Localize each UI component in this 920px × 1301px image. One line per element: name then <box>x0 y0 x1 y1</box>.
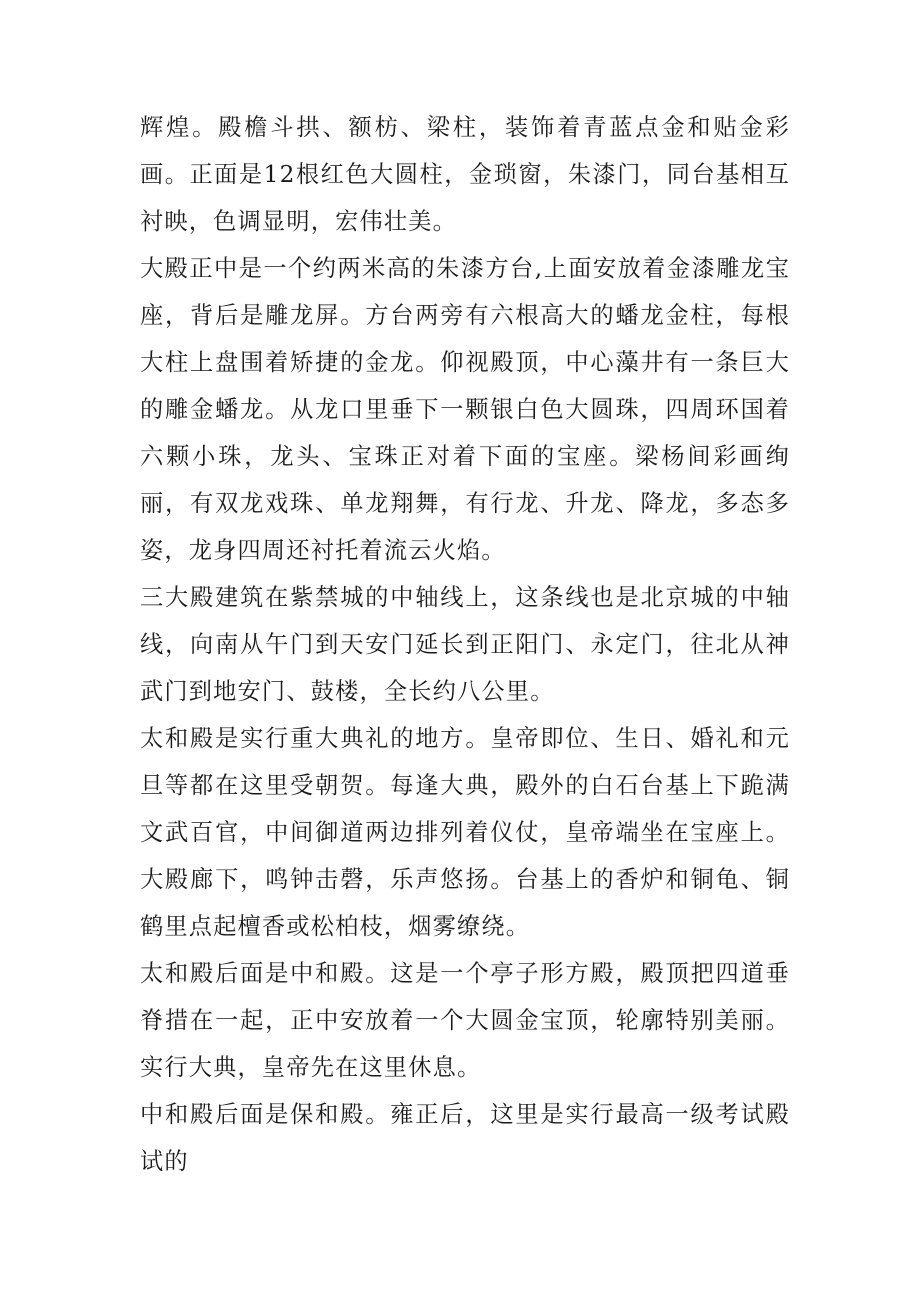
paragraph-1: 辉煌。殿檐斗拱、额枋、梁柱，装饰着青蓝点金和贴金彩画。正面是12根红色大圆柱，金琐窗，朱漆门，同台基相互衬映，色调显明，宏伟壮美。 <box>140 114 790 235</box>
paragraph-4: 太和殿是实行重大典礼的地方。皇帝即位、生日、婚礼和元旦等都在这里受朝贺。每逢大典，殿外的白石台基上下跪满文武百官，中间御道两边排列着仪仗，皇帝端坐在宝座上。大殿廊下，鸣钟击磬，乐声悠扬。台基上的香炉和铜龟、铜鹤里点起檀香或松柏枝，烟雾缭绕。 <box>140 725 790 940</box>
paragraph-5: 太和殿后面是中和殿。这是一个亭子形方殿，殿顶把四道垂脊措在一起，正中安放着一个大圆金宝顶，轮廓特别美丽。实行大典，皇帝先在这里休息。 <box>140 960 790 1081</box>
paragraph-2: 大殿正中是一个约两米高的朱漆方台,上面安放着金漆雕龙宝座，背后是雕龙屏。方台两旁有六根高大的蟠龙金柱，每根大柱上盘围着矫捷的金龙。仰视殿顶，中心藻井有一条巨大的雕金蟠龙。从龙口里垂下一颗银白色大圆珠，四周环国着六颗小珠，龙头、宝珠正对着下面的宝座。梁杨间彩画绚丽，有双龙戏珠、单龙翔舞，有行龙、升龙、降龙，多态多姿，龙身四周还衬托着流云火焰。 <box>140 255 790 564</box>
document-body <box>140 104 790 1185</box>
paragraph-3: 三大殿建筑在紫禁城的中轴线上，这条线也是北京城的中轴线，向南从午门到天安门延长到正阳门、永定门，往北从神武门到地安门、鼓楼，全长约八公里。 <box>140 584 790 705</box>
paragraph-6: 中和殿后面是保和殿。雍正后，这里是实行最高一级考试殿试的 <box>140 1101 790 1175</box>
